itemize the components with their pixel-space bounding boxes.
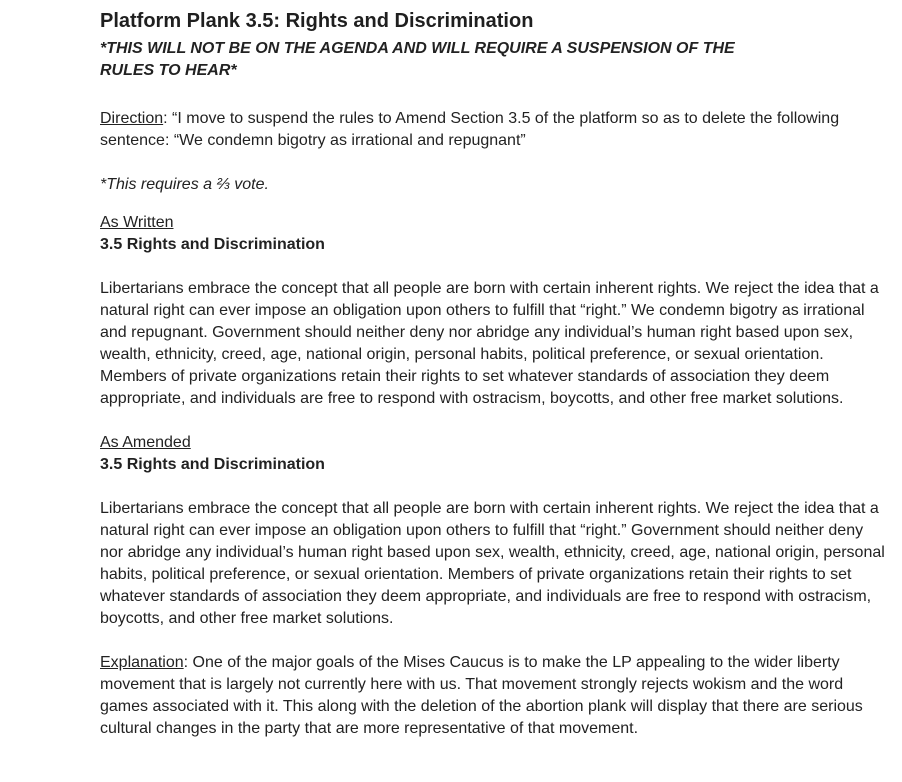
explanation-paragraph [100,652,890,740]
as-amended-body: Libertarians embrace the concept that all people are born with certain inherent rights. We reject the idea that a natural right can ever impose an obligation upon others to fulfill that “right.” Government should neither deny nor abridge any individual’s human right based upon sex, wealth, ethnicity, creed, age, national origin, personal habits, political preference, or sexual orientation. Members of private organizations retain their rights to set whatever standards of association they deem appropriate, and individuals are free to respond with ostracism, boycotts, and other free market solutions. [100,500,885,627]
direction-text: : “I move to suspend the rules to Amend Section 3.5 of the platform so as to delete the following sentence: “We condemn bigotry as irrational and repugnant” [100,110,840,149]
as-amended-heading: 3.5 Rights and Discrimination [100,456,325,473]
as-amended-label: As Amended [100,434,191,451]
agenda-notice: *THIS WILL NOT BE ON THE AGENDA AND WILL REQUIRE A SUSPENSION OF THE RULES TO HEAR* [100,40,735,79]
direction-paragraph [100,108,890,152]
direction-label: Direction [100,110,164,127]
as-written-label: As Written [100,214,174,231]
as-written-heading: 3.5 Rights and Discrimination [100,236,325,253]
page-title: Platform Plank 3.5: Rights and Discrimination [100,10,534,32]
explanation-label: Explanation [100,654,184,671]
as-written-body: Libertarians embrace the concept that all people are born with certain inherent rights. We reject the idea that a natural right can ever impose an obligation upon others to fulfill that “right.” We condemn bigotry as irrational and repugnant. Government should neither deny nor abridge any individual’s human right based upon sex, wealth, ethnicity, creed, age, national origin, personal habits, political preference, or sexual orientation. Members of private organizations retain their rights to set whatever standards of association they deem appropriate, and individuals are free to respond with ostracism, boycotts, and other free market solutions. [100,280,879,407]
document-page [100,8,890,740]
explanation-text: : One of the major goals of the Mises Caucus is to make the LP appealing to the wider liberty movement that is largely not currently here with us. That movement strongly rejects wokism and the word games associated with it. This along with the deletion of the abortion plank will display that there are serious cultural changes in the party that are more representative of that movement. [100,654,863,737]
vote-requirement-note: *This requires a ⅔ vote. [100,176,269,193]
